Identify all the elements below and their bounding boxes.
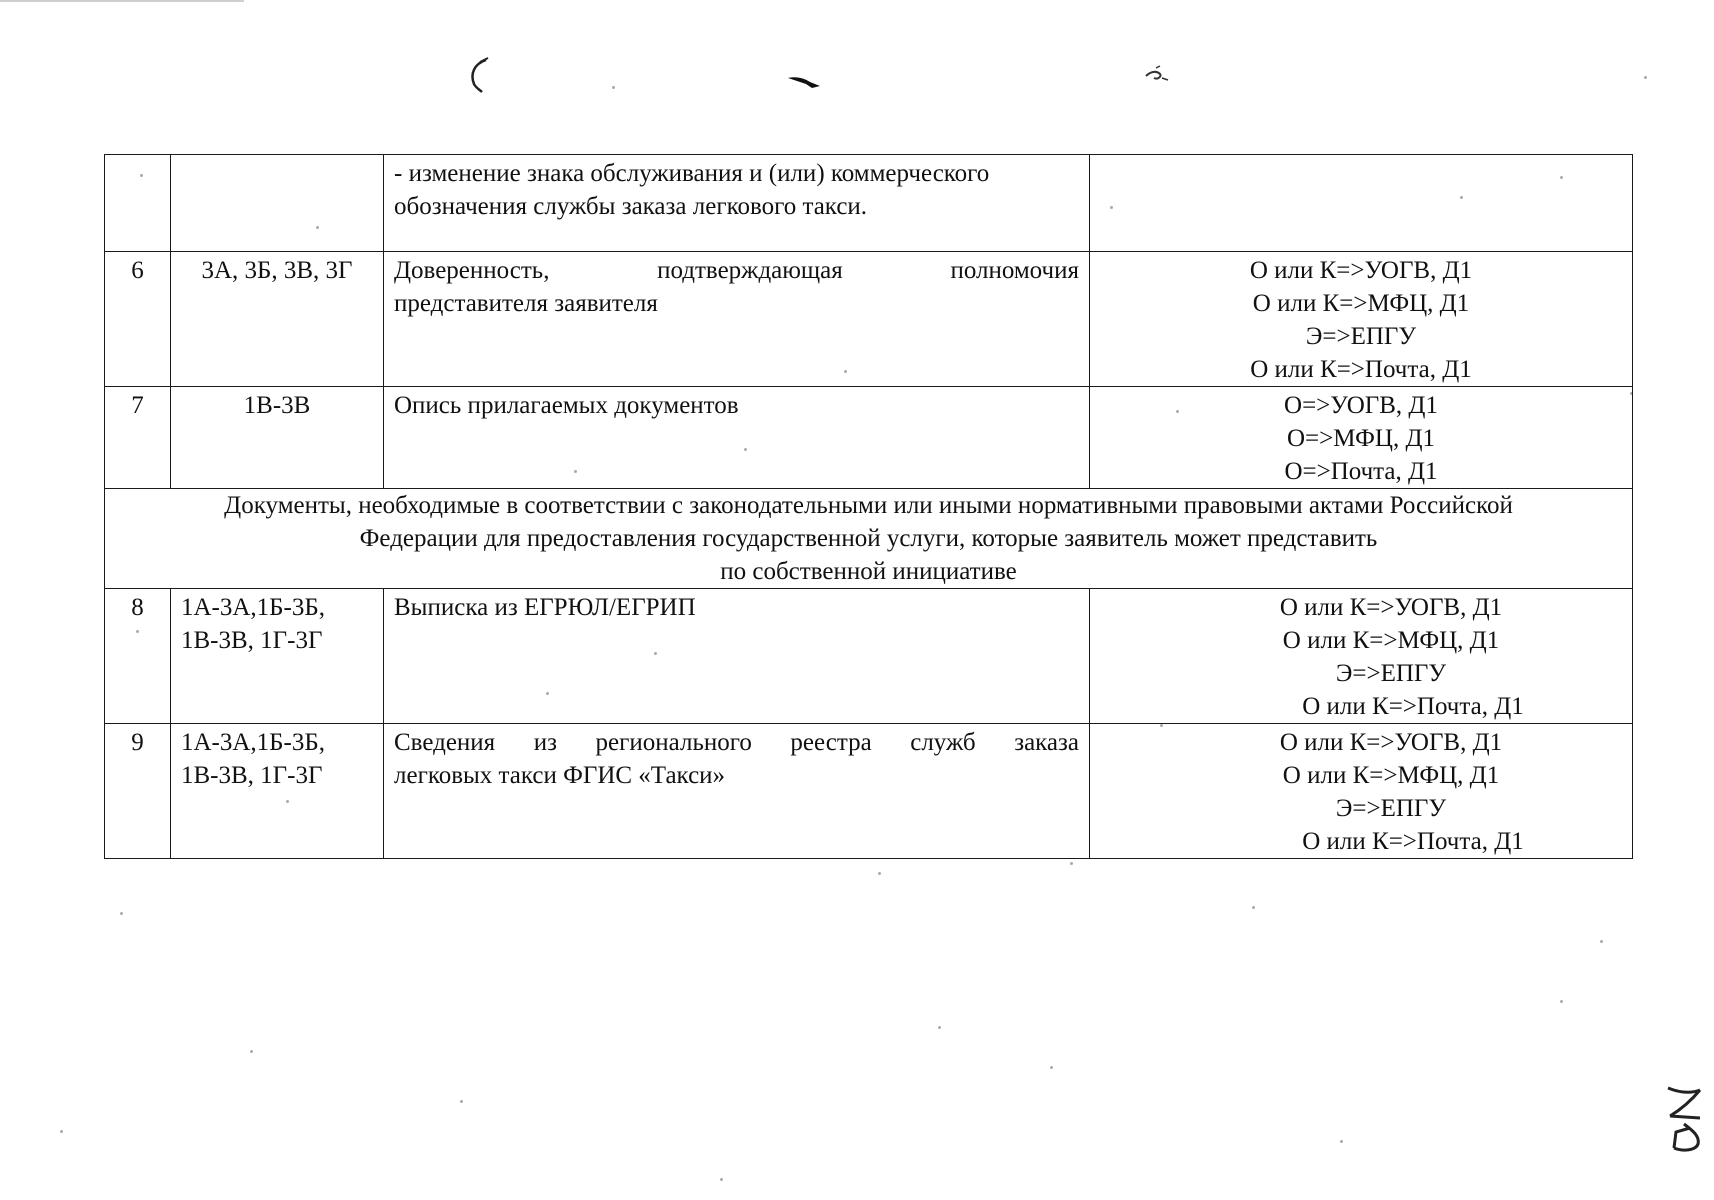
description-line: - изменение знака обслуживания и (или) коммерческого xyxy=(394,160,990,187)
submission-method: О или К=>МФЦ, Д1 xyxy=(1282,627,1500,654)
scan-mark-right xyxy=(1142,64,1172,88)
description-cell xyxy=(384,724,1090,859)
scan-mark-left xyxy=(462,56,502,96)
submission-methods-cell xyxy=(1090,589,1633,724)
submission-method: О=>Почта, Д1 xyxy=(1284,458,1438,485)
documents-table xyxy=(104,154,1633,859)
description-cell xyxy=(384,252,1090,387)
submission-method: О или К=>МФЦ, Д1 xyxy=(1252,290,1470,317)
category-line: 1А-3А,1Б-3Б, xyxy=(181,594,325,621)
handwritten-page-mark xyxy=(1660,1080,1710,1164)
description-line: обозначения службы заказа легкового такси. xyxy=(394,193,868,220)
description-cell xyxy=(384,589,1090,724)
category-cell xyxy=(171,252,384,387)
section-heading xyxy=(105,489,1633,589)
submission-method: Э=>ЕПГУ xyxy=(1335,795,1447,822)
submission-method: О=>МФЦ, Д1 xyxy=(1286,425,1435,452)
description-line: Доверенность, подтверждающая полномочия xyxy=(394,257,1079,284)
table-row xyxy=(105,155,1633,252)
scan-edge-line xyxy=(0,0,244,2)
category-cell xyxy=(171,589,384,724)
category-cell xyxy=(171,155,384,252)
description-line: Выписка из ЕГРЮЛ/ЕГРИП xyxy=(394,594,696,621)
table-row xyxy=(105,724,1633,859)
submission-method: О или К=>УОГВ, Д1 xyxy=(1279,729,1503,756)
table-row xyxy=(105,387,1633,489)
row-number-cell: 8 xyxy=(105,589,171,724)
category-cell xyxy=(171,387,384,489)
submission-method: О или К=>Почта, Д1 xyxy=(1302,693,1524,720)
category-line: 1В-3В, 1Г-3Г xyxy=(181,762,323,789)
submission-methods-cell xyxy=(1090,387,1633,489)
submission-methods-cell xyxy=(1090,724,1633,859)
category-line: 1А-3А,1Б-3Б, xyxy=(181,729,325,756)
section-heading-line: Федерации для предоставления государственной услуги, которые заявитель может представить xyxy=(359,525,1378,552)
table-section-row xyxy=(105,489,1633,589)
submission-method: О или К=>Почта, Д1 xyxy=(1250,356,1472,383)
submission-method: О или К=>Почта, Д1 xyxy=(1302,828,1524,855)
section-heading-line: по собственной инициативе xyxy=(720,558,1017,585)
submission-method: О или К=>УОГВ, Д1 xyxy=(1249,257,1473,284)
category-line: 1В-3В, 1Г-3Г xyxy=(181,627,323,654)
section-heading-line: Документы, необходимые в соответствии с законодательными или иными нормативными правовыми актами Российской xyxy=(224,492,1513,519)
description-cell xyxy=(384,155,1090,252)
description-line: Опись прилагаемых документов xyxy=(394,392,739,419)
description-cell xyxy=(384,387,1090,489)
category-line: 3А, 3Б, 3В, 3Г xyxy=(201,257,353,284)
submission-method: О=>УОГВ, Д1 xyxy=(1284,392,1438,419)
row-number-cell: 9 xyxy=(105,724,171,859)
scan-mark-center xyxy=(786,70,826,94)
table-row xyxy=(105,252,1633,387)
submission-methods-cell xyxy=(1090,252,1633,387)
submission-method: О или К=>УОГВ, Д1 xyxy=(1279,594,1503,621)
submission-method: О или К=>МФЦ, Д1 xyxy=(1282,762,1500,789)
submission-method: Э=>ЕПГУ xyxy=(1335,660,1447,687)
submission-methods-cell xyxy=(1090,155,1633,252)
row-number-cell: 6 xyxy=(105,252,171,387)
table-row xyxy=(105,589,1633,724)
category-line: 1В-3В xyxy=(243,392,311,419)
description-line: Сведения из регионального реестра служб заказа xyxy=(394,729,1079,756)
description-line: представителя заявителя xyxy=(394,290,658,317)
submission-method: Э=>ЕПГУ xyxy=(1305,323,1417,350)
row-number-cell: 7 xyxy=(105,387,171,489)
category-cell xyxy=(171,724,384,859)
description-line: легковых такси ФГИС «Такси» xyxy=(394,762,726,789)
row-number-cell xyxy=(105,155,171,252)
